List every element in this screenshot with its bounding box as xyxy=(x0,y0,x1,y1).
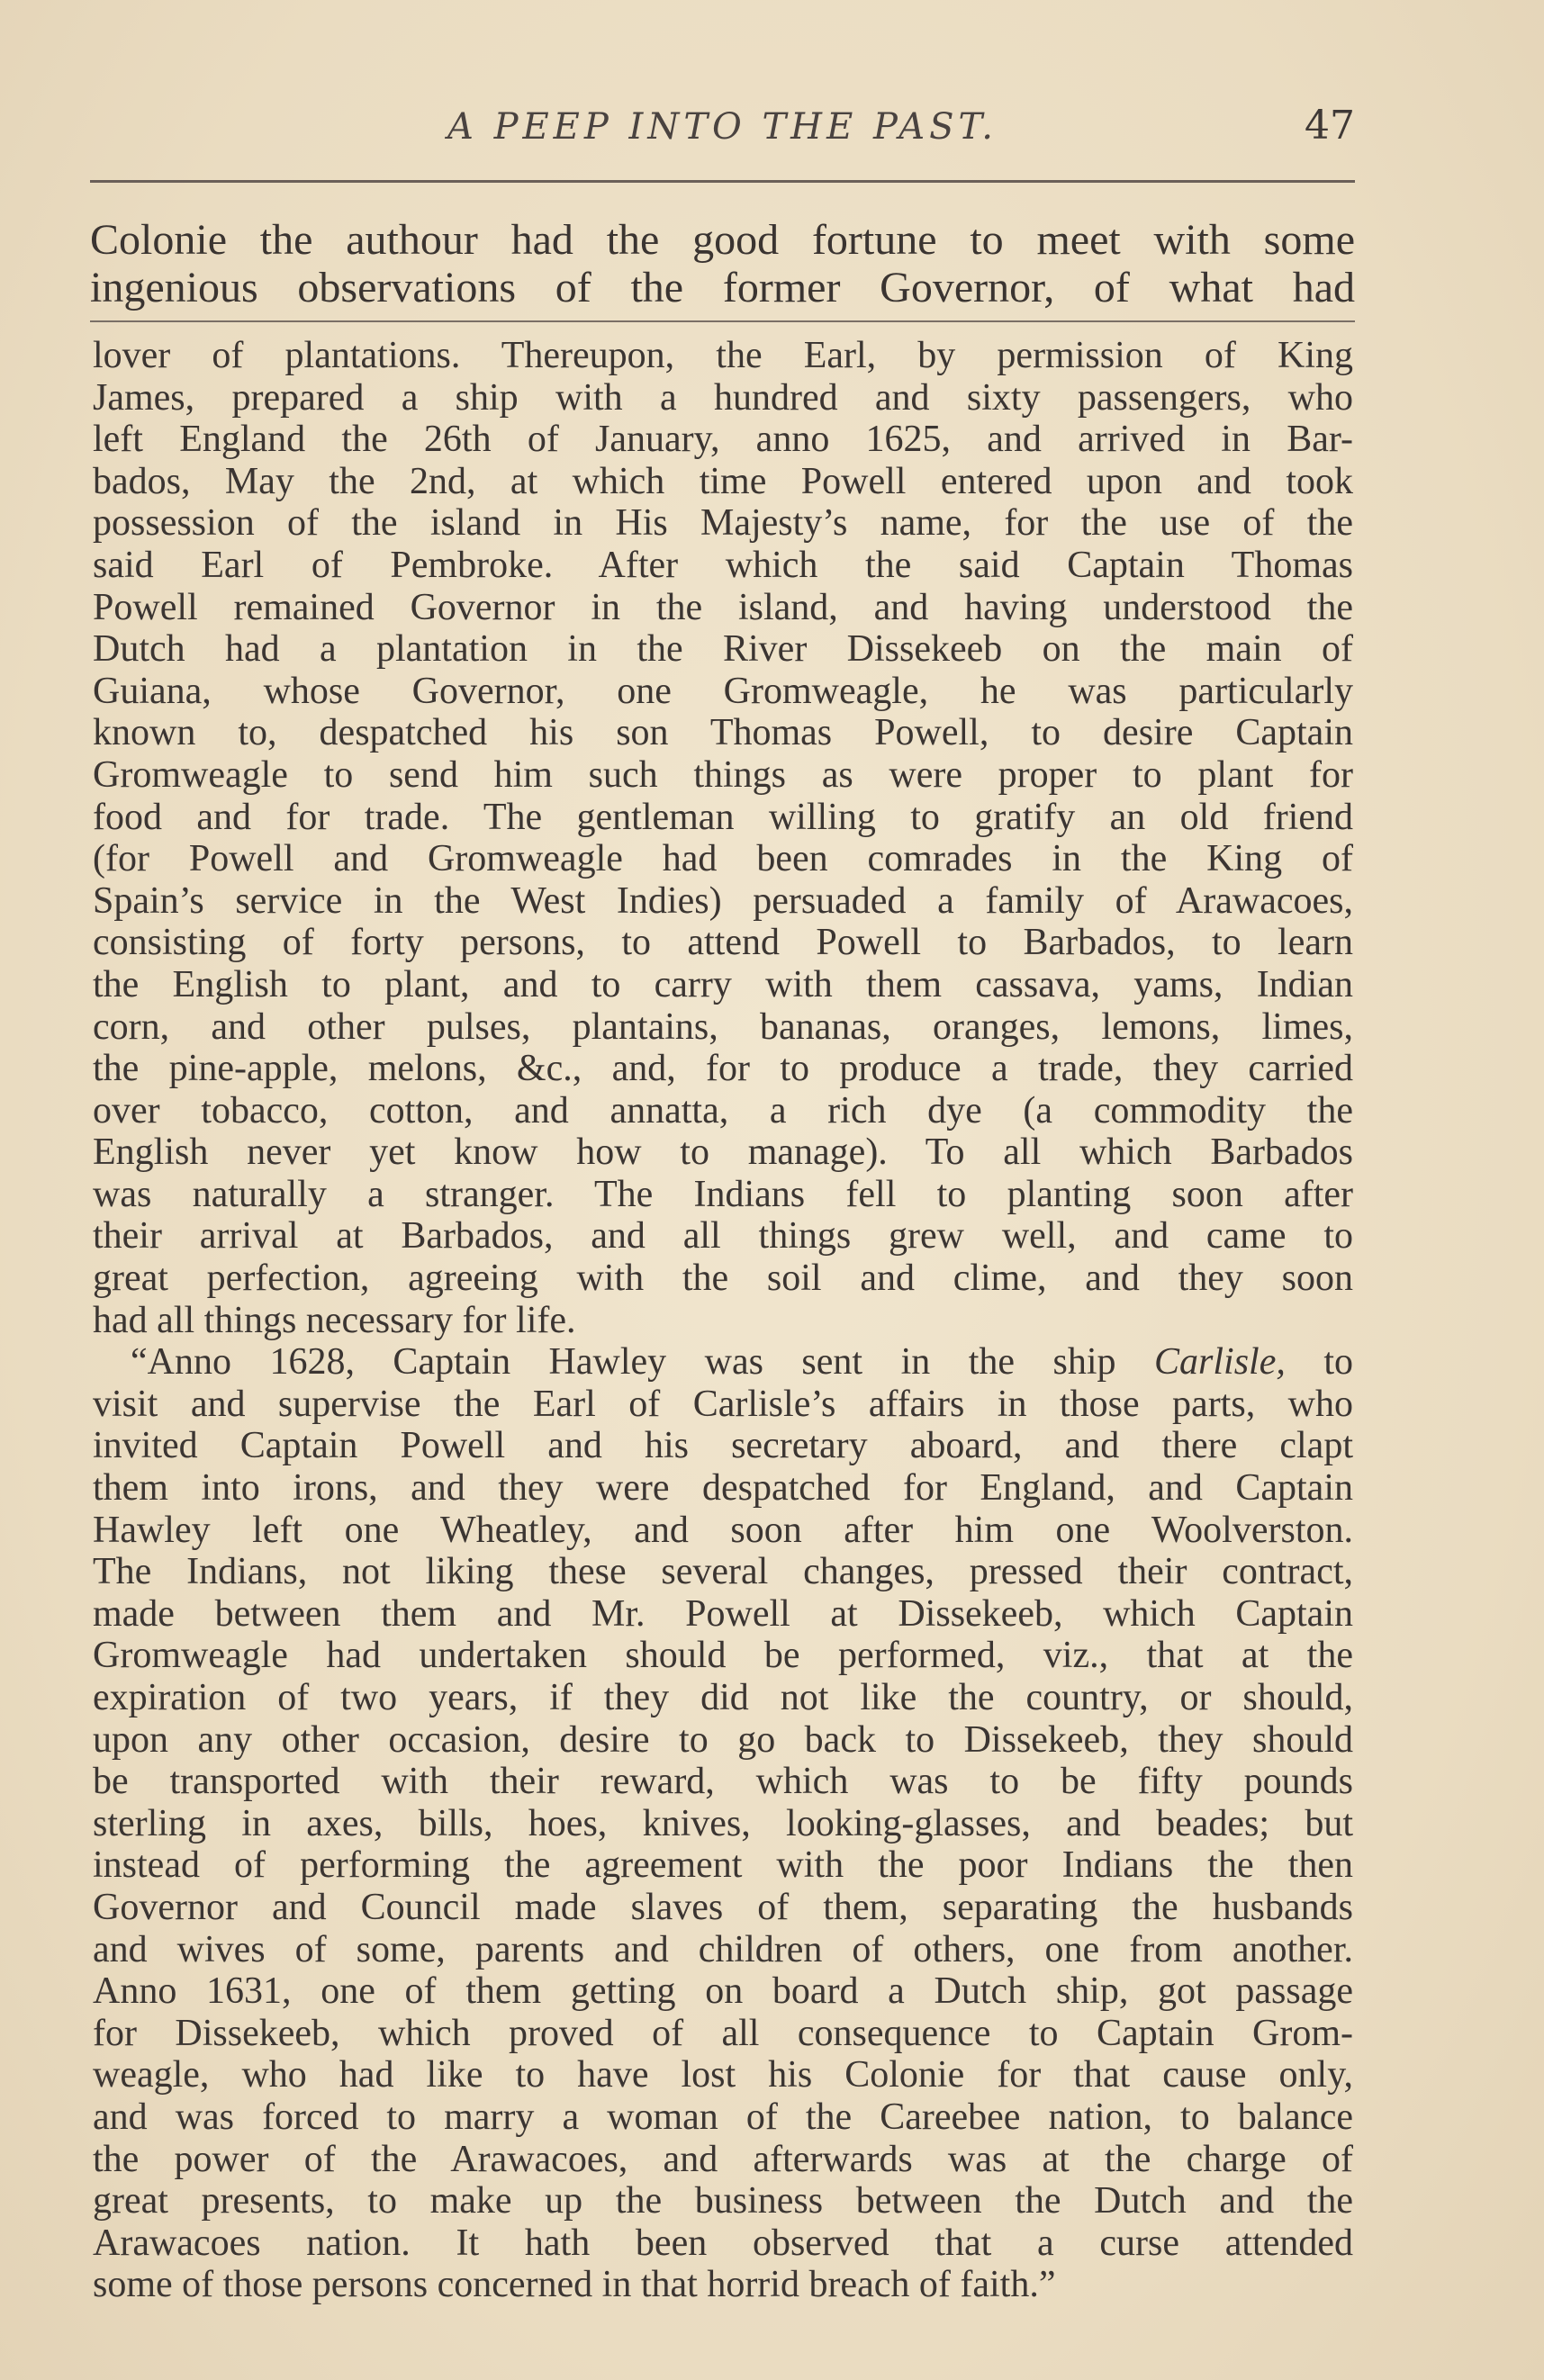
quoted-excerpt xyxy=(90,216,1355,311)
text-line: their arrival at Barbados, and all things grew well, and came to xyxy=(93,1215,1353,1258)
ship-name: Carlisle, xyxy=(1154,1341,1286,1384)
text-line: the power of the Arawacoes, and afterwards was at the charge of xyxy=(93,2138,1353,2180)
text-line: weagle, who had like to have lost his Colonie for that cause only, xyxy=(93,2054,1353,2096)
text-line: made between them and Mr. Powell at Dissekeeb, which Captain xyxy=(93,1592,1353,1635)
quote-line: Colonie the authour had the good fortune to meet with some xyxy=(90,216,1355,264)
text-line: visit and supervise the Earl of Carlisle’s affairs in those parts, who xyxy=(93,1383,1353,1425)
text-line: the English to plant, and to carry with them cassava, yams, Indian xyxy=(93,963,1353,1005)
text-line: corn, and other pulses, plantains, bananas, oranges, lemons, limes, xyxy=(93,1005,1353,1048)
text-line: said Earl of Pembroke. After which the said Captain Thomas xyxy=(93,544,1353,586)
text-line: left England the 26th of January, anno 1625, and arrived in Bar- xyxy=(93,419,1353,461)
text-line: English never yet know how to manage). To all which Barbados xyxy=(93,1131,1353,1174)
text-line: had all things necessary for life. xyxy=(93,1299,576,1341)
text-line: great perfection, agreeing with the soil and clime, and they soon xyxy=(93,1258,1353,1300)
text-line: Powell remained Governor in the island, and having understood the xyxy=(93,586,1353,628)
running-title: A PEEP INTO THE PAST. xyxy=(447,106,998,148)
text-line: upon any other occasion, desire to go back to Dissekeeb, they should xyxy=(93,1718,1353,1761)
text-line: lover of plantations. Thereupon, the Earl, by permission of King xyxy=(93,335,1353,376)
text-line: known to, despatched his son Thomas Powell, to desire Captain xyxy=(93,712,1353,754)
text-line: Anno 1631, one of them getting on board a Dutch ship, got passage xyxy=(93,1970,1353,2013)
text-line: James, prepared a ship with a hundred and sixty passengers, who xyxy=(93,376,1353,419)
quote-line: ingenious observations of the former Governor, of what had xyxy=(90,264,1355,311)
text-fragment: “Anno 1628, Captain Hawley was sent in the ship xyxy=(131,1341,1116,1384)
text-line: and was forced to marry a woman of the Careebee nation, to balance xyxy=(93,2096,1353,2138)
text-line: possession of the island in His Majesty’s name, for the use of the xyxy=(93,502,1353,545)
text-line: Gromweagle had undertaken should be performed, viz., that at the xyxy=(93,1635,1353,1677)
text-line: Dutch had a plantation in the River Dissekeeb on the main of xyxy=(93,628,1353,671)
text-line: expiration of two years, if they did not like the country, or should, xyxy=(93,1677,1353,1718)
body-text xyxy=(93,335,1353,2342)
text-line: over tobacco, cotton, and annatta, a rich dye (a commodity the xyxy=(93,1089,1353,1131)
text-fragment: to xyxy=(1323,1341,1354,1384)
page-number: 47 xyxy=(1305,103,1355,149)
text-line: Hawley left one Wheatley, and soon after him one Woolverston. xyxy=(93,1509,1353,1551)
text-line: The Indians, not liking these several changes, pressed their contract, xyxy=(93,1551,1353,1593)
text-line: bados, May the 2nd, at which time Powell entered upon and took xyxy=(93,460,1353,502)
text-line: (for Powell and Gromweagle had been comrades in the King of xyxy=(93,838,1353,880)
text-line: Arawacoes nation. It hath been observed that a curse attended xyxy=(93,2222,1353,2264)
text-line: and wives of some, parents and children of others, one from another. xyxy=(93,1928,1353,1970)
text-line: Gromweagle to send him such things as were proper to plant for xyxy=(93,753,1353,796)
text-line: be transported with their reward, which was to be fifty pounds xyxy=(93,1761,1353,1803)
text-line: invited Captain Powell and his secretary aboard, and there clapt xyxy=(93,1425,1353,1467)
text-line: them into irons, and they were despatched for England, and Captain xyxy=(93,1467,1353,1510)
text-line: consisting of forty persons, to attend Powell to Barbados, to learn xyxy=(93,922,1353,964)
header-rule xyxy=(90,180,1355,183)
text-line: sterling in axes, bills, hoes, knives, looking-glasses, and beades; but xyxy=(93,1802,1353,1844)
running-head xyxy=(90,103,1355,169)
text-line: instead of performing the agreement with the poor Indians the then xyxy=(93,1844,1353,1887)
text-line: Guiana, whose Governor, one Gromweagle, he was particularly xyxy=(93,670,1353,712)
text-line: Governor and Council made slaves of them, separating the husbands xyxy=(93,1886,1353,1928)
text-line: for Dissekeeb, which proved of all consequence to Captain Grom- xyxy=(93,2012,1353,2054)
text-line: some of those persons concerned in that horrid breach of faith.” xyxy=(93,2264,1056,2306)
text-line: the pine-apple, melons, &c., and, for to produce a trade, they carried xyxy=(93,1048,1353,1090)
text-line: Spain’s service in the West Indies) persuaded a family of Arawacoes, xyxy=(93,879,1353,922)
section-rule xyxy=(90,320,1355,322)
paragraph-first-line xyxy=(93,1341,1353,1384)
text-line: was naturally a stranger. The Indians fell to planting soon after xyxy=(93,1173,1353,1215)
text-line: food and for trade. The gentleman willing to gratify an old friend xyxy=(93,796,1353,838)
text-line: great presents, to make up the business between the Dutch and the xyxy=(93,2180,1353,2222)
